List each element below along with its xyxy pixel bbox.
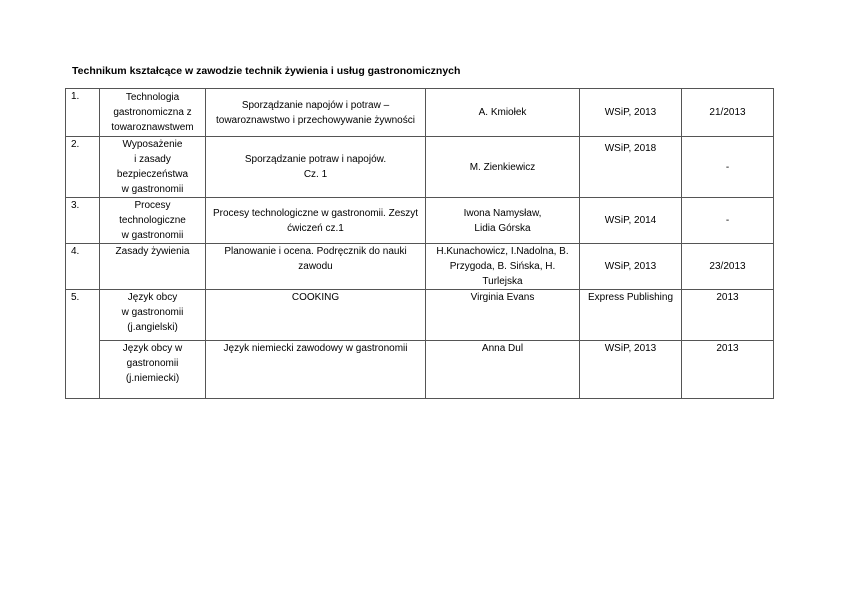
author-cell [426, 137, 580, 198]
subject-line: w gastronomii [121, 230, 184, 241]
author-cell [426, 290, 580, 341]
row-number: 4. [66, 244, 100, 290]
approval-number-cell: 2013 [682, 341, 774, 399]
author-line: Przygoda, B. Sińska, H. Turlejska [449, 261, 556, 287]
author-cell [426, 89, 580, 137]
author-line: A. Kmiołek [478, 107, 527, 118]
textbook-title-cell [206, 198, 426, 244]
author-cell [426, 198, 580, 244]
subject-line: gastronomii [126, 358, 179, 369]
approval-number-cell: 21/2013 [682, 89, 774, 137]
textbook-line: Sporządzanie napojów i potraw – [241, 99, 390, 111]
textbook-line: zawodu [298, 261, 333, 272]
author-line: H.Kunachowicz, I.Nadolna, B. [436, 246, 569, 257]
table-row [66, 137, 774, 198]
textbook-title-cell [206, 137, 426, 198]
subject-line: Język obcy w [122, 343, 183, 354]
subject-line: technologiczne [119, 215, 186, 226]
textbook-line: towaroznawstwo i przechowywanie żywności [216, 114, 415, 126]
textbook-line: COOKING [291, 292, 340, 303]
subject-line: (j.niemiecki) [125, 373, 180, 384]
subject-line: (j.angielski) [127, 322, 178, 333]
table-row [66, 198, 774, 244]
textbook-line: Cz. 1 [303, 169, 328, 180]
approval-number-cell: 23/2013 [682, 244, 774, 290]
subject-line: Technologia [125, 92, 180, 103]
row-number: 3. [66, 198, 100, 244]
row-number: 1. [66, 89, 100, 137]
subject-line: Wyposażenie [122, 139, 183, 150]
document-title: Technikum kształcące w zawodzie technik żywienia i usług gastronomicznych [72, 65, 461, 77]
subject-line: gastronomiczna z [113, 107, 192, 118]
table-row [66, 244, 774, 290]
author-line: Virginia Evans [470, 292, 535, 303]
subject-line: w gastronomii [121, 307, 184, 318]
table-row [66, 89, 774, 137]
approval-number-cell: - [682, 198, 774, 244]
subject-cell [100, 341, 206, 399]
subject-cell [100, 89, 206, 137]
subject-line: i zasady [134, 154, 171, 165]
subject-line: Język obcy [127, 292, 178, 303]
textbook-line: Język niemiecki zawodowy w gastronomii [223, 343, 408, 354]
publisher-cell: WSiP, 2014 [580, 198, 682, 244]
author-line: M. Zienkiewicz [469, 161, 536, 173]
textbook-table [65, 88, 774, 399]
table-row [66, 341, 774, 399]
subject-line: Zasady żywienia [115, 246, 190, 257]
author-line: Iwona Namysław, [463, 207, 542, 219]
subject-cell [100, 244, 206, 290]
subject-line: Procesy [134, 200, 171, 211]
textbook-line: Planowanie i ocena. Podręcznik do nauki [224, 246, 407, 257]
publisher-cell: Express Publishing [580, 290, 682, 341]
textbook-line: Sporządzanie potraw i napojów. [244, 154, 387, 165]
approval-number-cell: 2013 [682, 290, 774, 341]
subject-cell [100, 137, 206, 198]
author-cell [426, 341, 580, 399]
textbook-title-cell [206, 244, 426, 290]
textbook-title-cell [206, 290, 426, 341]
subject-line: towaroznawstwem [111, 122, 194, 133]
subject-line: w gastronomii [121, 184, 184, 195]
publisher-cell: WSiP, 2013 [580, 341, 682, 399]
subject-cell [100, 290, 206, 341]
approval-number-cell: - [682, 137, 774, 198]
author-line: Lidia Górska [474, 222, 531, 234]
publisher-cell: WSiP, 2013 [580, 89, 682, 137]
table-row [66, 290, 774, 341]
row-number: 2. [66, 137, 100, 198]
publisher-cell: WSiP, 2018 [580, 137, 682, 198]
author-line: Anna Dul [481, 343, 524, 354]
textbook-line: Procesy technologiczne w gastronomii. Zeszyt [212, 207, 419, 219]
subject-cell [100, 198, 206, 244]
textbook-title-cell [206, 89, 426, 137]
textbook-line: ćwiczeń cz.1 [287, 222, 344, 234]
publisher-cell: WSiP, 2013 [580, 244, 682, 290]
textbook-title-cell [206, 341, 426, 399]
subject-line: bezpieczeństwa [116, 169, 189, 180]
author-cell [426, 244, 580, 290]
row-number: 5. [66, 290, 100, 399]
